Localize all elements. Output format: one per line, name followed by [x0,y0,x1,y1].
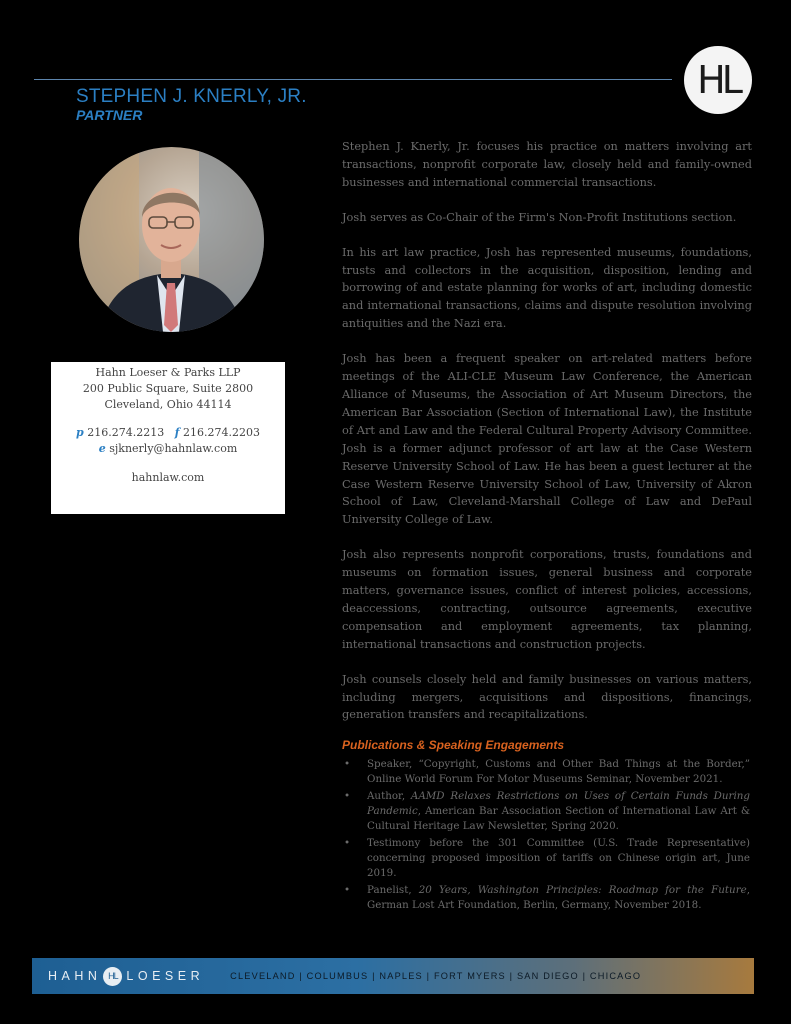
header-rule [34,79,672,80]
address-line-1: 200 Public Square, Suite 2800 [82,382,254,395]
bio-paragraph: Josh counsels closely held and family businesses on various matters, including mergers, acquisitions and dispositions, financings, generation transfers and recapitalizations. [342,671,752,722]
attorney-title: PARTNER [76,107,143,123]
fax-label: f [174,426,180,439]
bio-paragraph: Josh also represents nonprofit corporations, trusts, foundations and museums on formation issues, general business and corporate matters, governance issues, conflict of interest policies, accessions, deaccessions, contracting, outsource agreements, executive compensation and employment agreements, tax planning, international transactions and construction projects. [342,547,752,651]
phone-fax-line [51,425,285,441]
phone-number[interactable]: 216.274.2213 [87,426,165,439]
bio-paragraph: Josh has been a frequent speaker on art-related matters before meetings of the ALI-CLE Museum Law Conference, the American Alliance of Museums, the Association of Art Museum Directors, the American Bar Association (Section of International Law), the Institute of Art and Law and the Federal Cultural Property Advisory Committee. Josh is a former adjunct professor of art law at the Case Western Reserve University School of Law. He has been a guest lecturer at the Case Western Reserve University School of Law, University of Akron School of Law, Cleveland-Marshall College of Law and DePaul University College of Law. [342,351,752,527]
website-link[interactable]: hahnlaw.com [131,471,205,484]
portrait-illustration [79,147,264,332]
firm-name: Hahn Loeser & Parks LLP [95,366,241,379]
attorney-portrait [79,147,264,332]
footer-bar [32,958,754,994]
attorney-name: STEPHEN J. KNERLY, JR. [76,86,307,107]
biography [342,138,752,741]
publications-list [342,757,750,915]
bio-paragraph: In his art law practice, Josh has represented museums, foundations, trusts and collectors in the acquisition, disposition, lending and borrowing of and estate planning for works of art, including domestic and international transactions, claims and dispute resolution involving antiquities and the Nazi era. [342,244,752,331]
contact-card [51,362,285,514]
hl-logo: HL [684,46,752,114]
publication-item: • Panelist, 20 Years, Washington Principles: Roadmap for the Future, German Lost Art Foundation, Berlin, Germany, November 2018. [342,883,750,913]
email-line [51,441,285,457]
publications-heading: Publications & Speaking Engagements [342,738,565,752]
email-label: e [98,442,106,455]
address-line-2: Cleveland, Ohio 44114 [104,398,232,411]
fax-number: 216.274.2203 [182,426,260,439]
publication-item: • Author, AAMD Relaxes Restrictions on Uses of Certain Funds During Pandemic, American Bar Association Section of International Law Art & Cultural Heritage Law Newsletter, Spring 2020. [342,789,750,834]
bio-paragraph: Stephen J. Knerly, Jr. focuses his practice on matters involving art transactions, nonprofit corporate law, closely held and family-owned businesses and international commercial transactions. [342,139,752,189]
phone-label: p [76,426,84,439]
brand-right: LOESER [126,969,205,983]
footer-brand [48,967,204,986]
brand-left: HAHN [48,969,102,983]
publication-item: • Testimony before the 301 Committee (U.S. Trade Representative) concerning proposed imposition of tariffs on Chinese origin art, June 2019. [342,836,750,881]
office-locations: CLEVELAND | COLUMBUS | NAPLES | FORT MYERS | SAN DIEGO | CHICAGO [230,971,642,981]
brand-mark-icon: HL [103,967,122,986]
bio-paragraph: Josh serves as Co-Chair of the Firm's Non-Profit Institutions section. [342,209,737,224]
email-link[interactable]: sjknerly@hahnlaw.com [109,442,238,455]
publication-item: • Speaker, “Copyright, Customs and Other Bad Things at the Border,” Online World Forum For Motor Museums Seminar, November 2021. [342,757,750,787]
